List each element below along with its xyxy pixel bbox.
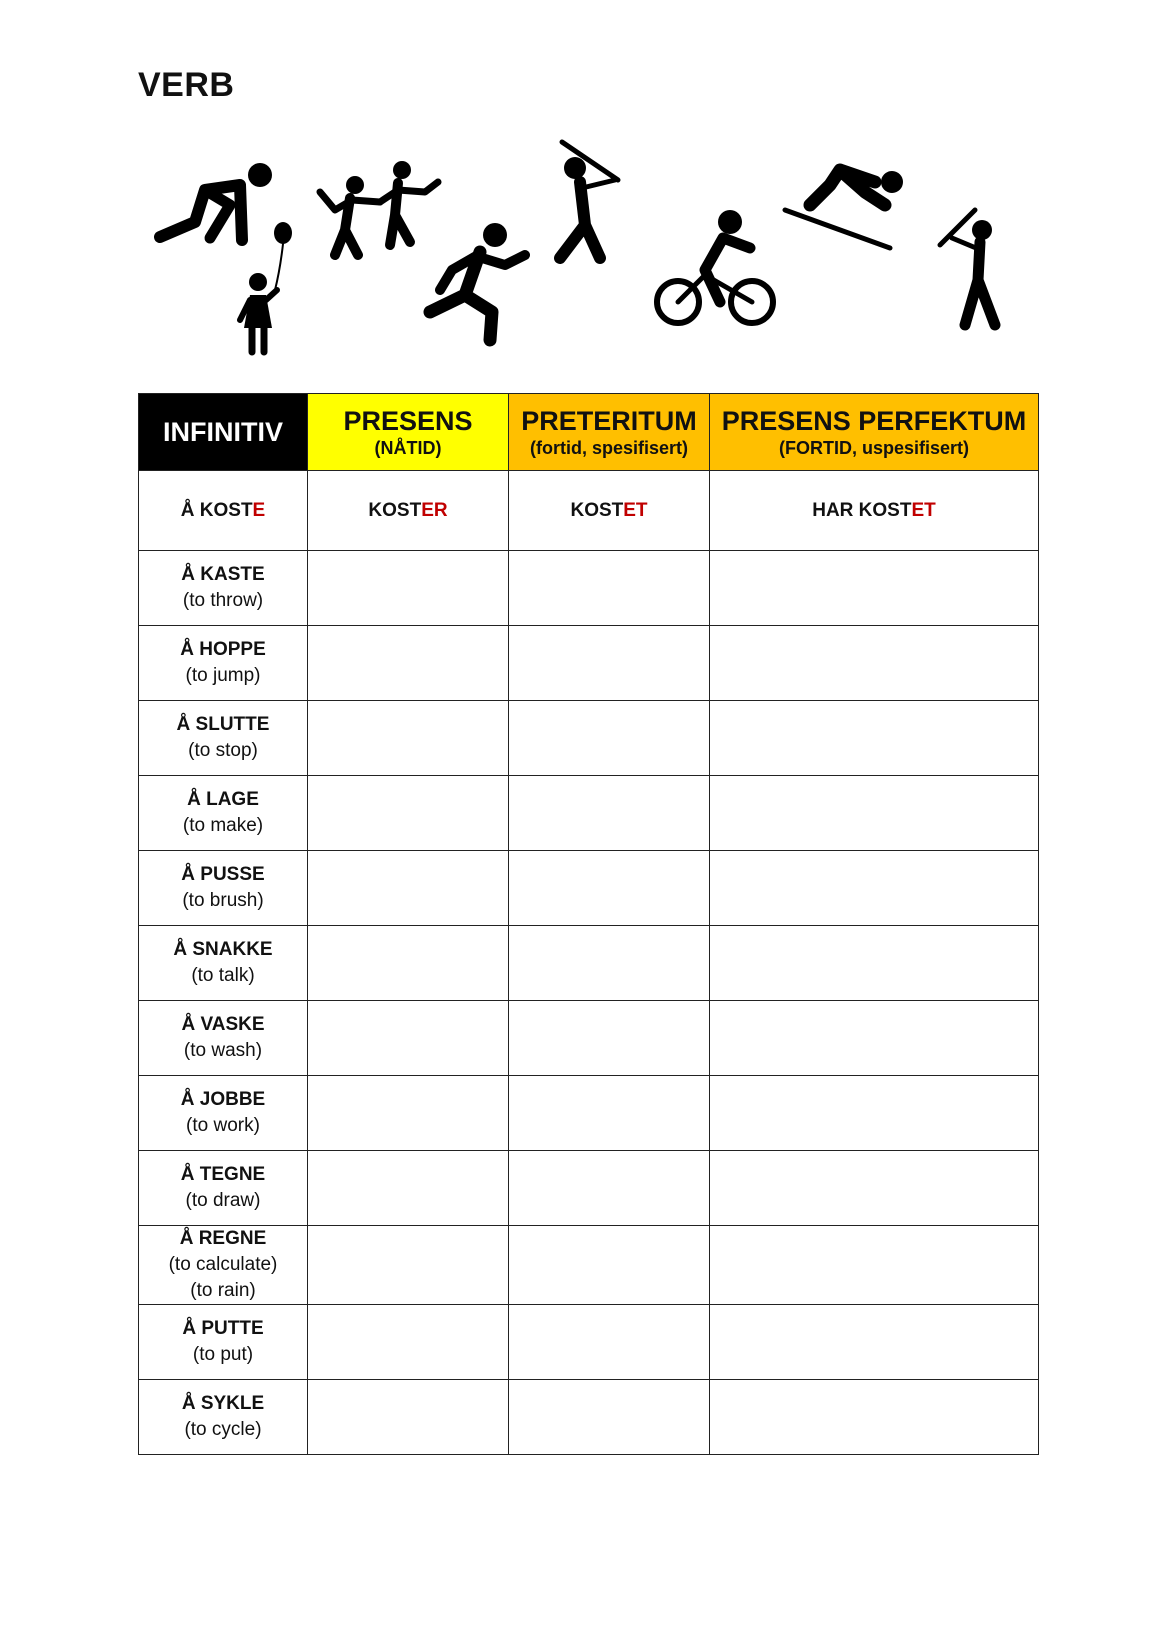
- table-row: [139, 1151, 1039, 1226]
- example-perfektum-stem: HAR KOST: [812, 499, 912, 521]
- verb-gloss: (to work): [186, 1115, 260, 1136]
- header-perfektum-title: PRESENS PERFEKTUM: [721, 406, 1027, 436]
- table-row: [139, 926, 1039, 1001]
- header-presens: [308, 394, 509, 471]
- perfektum-answer-cell[interactable]: [710, 1151, 1039, 1226]
- example-preteritum-ending: ET: [623, 499, 648, 521]
- verb-gloss: (to throw): [182, 590, 264, 611]
- preteritum-answer-cell[interactable]: [509, 701, 710, 776]
- sprinter-start-icon: [160, 163, 272, 240]
- presens-answer-cell[interactable]: [308, 1305, 509, 1380]
- infinitiv-cell: [139, 1151, 308, 1226]
- infinitiv-cell: [139, 551, 308, 626]
- verb-gloss: (to stop): [188, 740, 258, 761]
- perfektum-answer-cell[interactable]: [710, 1001, 1039, 1076]
- verb-label: Å HOPPE: [180, 639, 266, 660]
- preteritum-answer-cell[interactable]: [509, 776, 710, 851]
- sports-illustration: [140, 130, 1040, 380]
- table-row: [139, 1076, 1039, 1151]
- cyclist-icon: [657, 210, 773, 323]
- table-row: [139, 701, 1039, 776]
- header-perfektum: [710, 394, 1039, 471]
- perfektum-answer-cell[interactable]: [710, 926, 1039, 1001]
- perfektum-answer-cell[interactable]: [710, 1076, 1039, 1151]
- verb-gloss: (to brush): [182, 890, 264, 911]
- infinitiv-cell: [139, 851, 308, 926]
- example-presens-stem: KOST: [368, 499, 422, 521]
- verb-label: Å PUSSE: [181, 864, 265, 885]
- example-infinitiv-ending: E: [252, 499, 266, 521]
- presens-answer-cell[interactable]: [308, 851, 509, 926]
- verb-label: Å SLUTTE: [176, 714, 270, 735]
- runner-icon: [430, 223, 525, 340]
- example-row: [139, 471, 1039, 551]
- verb-label: Å TEGNE: [180, 1164, 266, 1185]
- verb-gloss: (to wash): [183, 1040, 263, 1061]
- preteritum-answer-cell[interactable]: [509, 626, 710, 701]
- infinitiv-cell: [139, 926, 308, 1001]
- example-infinitiv-stem: Å KOST: [180, 499, 253, 521]
- infinitiv-cell: [139, 626, 308, 701]
- sports-figures-svg: [140, 130, 1040, 380]
- preteritum-answer-cell[interactable]: [509, 926, 710, 1001]
- verb-label: Å REGNE: [179, 1228, 267, 1249]
- table-row: [139, 1380, 1039, 1455]
- perfektum-answer-cell[interactable]: [710, 776, 1039, 851]
- perfektum-answer-cell[interactable]: [710, 1305, 1039, 1380]
- table-header-row: [139, 394, 1039, 471]
- perfektum-answer-cell[interactable]: [710, 551, 1039, 626]
- header-preteritum-subtitle: (fortid, spesifisert): [529, 438, 689, 458]
- table-row: [139, 851, 1039, 926]
- presens-answer-cell[interactable]: [308, 1001, 509, 1076]
- verb-label: Å JOBBE: [180, 1089, 266, 1110]
- verb-gloss: (to talk): [191, 965, 255, 986]
- header-infinitiv: INFINITIV: [139, 394, 308, 471]
- verb-gloss: (to jump): [185, 665, 261, 686]
- verb-conjugation-table: [138, 393, 1039, 1455]
- preteritum-answer-cell[interactable]: [509, 1380, 710, 1455]
- preteritum-answer-cell[interactable]: [509, 1151, 710, 1226]
- example-preteritum: [509, 471, 710, 551]
- table-row: [139, 1001, 1039, 1076]
- verb-gloss: (to draw): [185, 1190, 261, 1211]
- infinitiv-cell: [139, 1001, 308, 1076]
- presens-answer-cell[interactable]: [308, 1076, 509, 1151]
- table-row: [139, 1226, 1039, 1305]
- preteritum-answer-cell[interactable]: [509, 1305, 710, 1380]
- header-perfektum-subtitle: (FORTID, uspesifisert): [778, 438, 970, 458]
- page-title: VERB: [138, 66, 235, 104]
- table-row: [139, 626, 1039, 701]
- presens-answer-cell[interactable]: [308, 551, 509, 626]
- example-perfektum: [710, 471, 1039, 551]
- preteritum-answer-cell[interactable]: [509, 551, 710, 626]
- infinitiv-cell: [139, 1076, 308, 1151]
- presens-answer-cell[interactable]: [308, 701, 509, 776]
- presens-answer-cell[interactable]: [308, 926, 509, 1001]
- dancing-kids-icon: [320, 161, 438, 255]
- verb-gloss: (to calculate): [168, 1254, 278, 1275]
- header-preteritum-title: PRETERITUM: [521, 406, 697, 436]
- perfektum-answer-cell[interactable]: [710, 701, 1039, 776]
- infinitiv-cell: [139, 701, 308, 776]
- verb-gloss: (to make): [182, 815, 264, 836]
- example-presens: [308, 471, 509, 551]
- preteritum-answer-cell[interactable]: [509, 1076, 710, 1151]
- perfektum-answer-cell[interactable]: [710, 1380, 1039, 1455]
- example-presens-ending: ER: [421, 499, 448, 521]
- verb-label: Å KASTE: [181, 564, 265, 585]
- presens-answer-cell[interactable]: [308, 776, 509, 851]
- example-preteritum-stem: KOST: [570, 499, 624, 521]
- preteritum-answer-cell[interactable]: [509, 851, 710, 926]
- presens-answer-cell[interactable]: [308, 1151, 509, 1226]
- presens-answer-cell[interactable]: [308, 1226, 509, 1305]
- presens-answer-cell[interactable]: [308, 626, 509, 701]
- perfektum-answer-cell[interactable]: [710, 851, 1039, 926]
- header-presens-subtitle: (NÅTID): [374, 438, 442, 458]
- infinitiv-cell: [139, 1380, 308, 1455]
- verb-gloss: (to put): [192, 1344, 254, 1365]
- verb-label: Å SYKLE: [181, 1393, 265, 1414]
- header-presens-title: PRESENS: [343, 406, 473, 436]
- header-preteritum: [509, 394, 710, 471]
- presens-answer-cell[interactable]: [308, 1380, 509, 1455]
- verb-gloss: (to cycle): [184, 1419, 262, 1440]
- baseball-batter-icon: [940, 210, 995, 325]
- table-row: [139, 776, 1039, 851]
- verb-label: Å LAGE: [187, 789, 259, 810]
- verb-label: Å PUTTE: [182, 1318, 264, 1339]
- preteritum-answer-cell[interactable]: [509, 1001, 710, 1076]
- infinitiv-cell: [139, 1305, 308, 1380]
- example-perfektum-ending: ET: [911, 499, 936, 521]
- verb-label: Å SNAKKE: [173, 939, 273, 960]
- perfektum-answer-cell[interactable]: [710, 626, 1039, 701]
- verb-label: Å VASKE: [181, 1014, 265, 1035]
- infinitiv-cell: [139, 776, 308, 851]
- preteritum-answer-cell[interactable]: [509, 1226, 710, 1305]
- infinitiv-cell: [139, 1226, 308, 1305]
- perfektum-answer-cell[interactable]: [710, 1226, 1039, 1305]
- golfer-icon: [560, 142, 618, 258]
- skier-icon: [785, 170, 903, 248]
- verb-gloss-secondary: (to rain): [190, 1280, 256, 1301]
- example-infinitiv: [139, 471, 308, 551]
- table-row: [139, 1305, 1039, 1380]
- table-row: [139, 551, 1039, 626]
